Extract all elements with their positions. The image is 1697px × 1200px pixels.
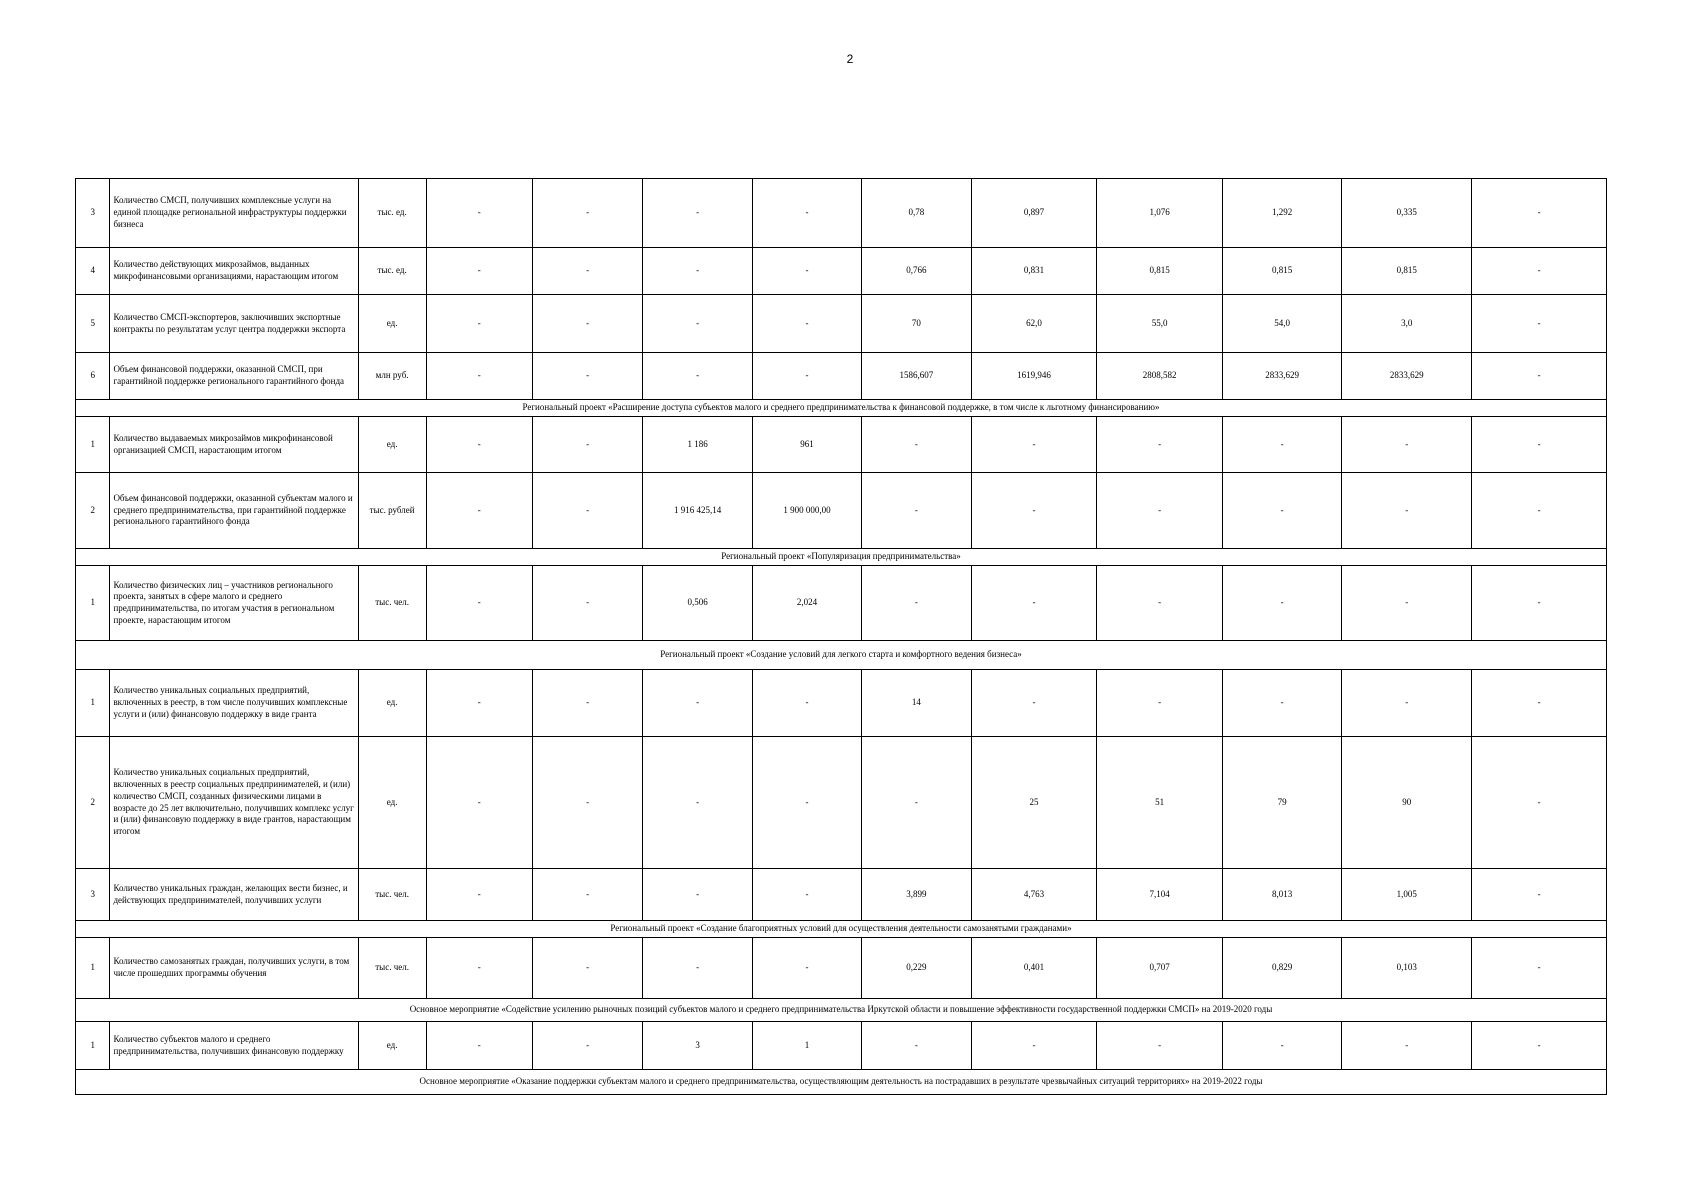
indicator-name: Количество уникальных граждан, желающих вести бизнес, и действующих предпринимателей, получивших услуги: [110, 869, 358, 921]
indicator-name: Количество уникальных социальных предприятий, включенных в реестр, в том числе получивших комплексные услуги и (или) финансовую поддержку в виде гранта: [110, 670, 358, 737]
value-cell: 7,104: [1097, 869, 1223, 921]
row-number: 1: [76, 417, 110, 473]
value-cell: -: [643, 353, 752, 400]
unit-cell: тыс. ед.: [358, 179, 426, 248]
value-cell: -: [1222, 566, 1342, 641]
value-cell: -: [971, 417, 1097, 473]
value-cell: -: [643, 869, 752, 921]
value-cell: -: [1472, 869, 1607, 921]
value-cell: 1: [752, 1022, 861, 1070]
value-cell: -: [532, 938, 642, 999]
value-cell: -: [532, 295, 642, 353]
value-cell: -: [971, 473, 1097, 549]
unit-cell: тыс. чел.: [358, 869, 426, 921]
indicator-name: Количество уникальных социальных предприятий, включенных в реестр социальных предпринимателей, и (или) количество СМСП, созданных физическими лицами в возрасте до 25 лет включительно, получивших комплекс услуг и (или) финансовую поддержку в виде грантов, нарастающим итогом: [110, 737, 358, 869]
value-cell: -: [1472, 353, 1607, 400]
value-cell: -: [426, 295, 532, 353]
value-cell: -: [532, 473, 642, 549]
row-number: 2: [76, 473, 110, 549]
value-cell: 0,707: [1097, 938, 1223, 999]
unit-cell: ед.: [358, 295, 426, 353]
unit-cell: ед.: [358, 1022, 426, 1070]
value-cell: -: [532, 417, 642, 473]
value-cell: -: [1097, 670, 1223, 737]
unit-cell: ед.: [358, 737, 426, 869]
value-cell: 0,401: [971, 938, 1097, 999]
value-cell: 0,506: [643, 566, 752, 641]
row-number: 3: [76, 869, 110, 921]
value-cell: -: [426, 737, 532, 869]
value-cell: -: [426, 566, 532, 641]
value-cell: -: [752, 248, 861, 295]
value-cell: -: [1222, 473, 1342, 549]
section-title: Региональный проект «Расширение доступа субъектов малого и среднего предпринимательства к финансовой поддержке, в том числе к льготному финансированию»: [76, 400, 1607, 417]
value-cell: -: [1222, 670, 1342, 737]
row-number: 1: [76, 1022, 110, 1070]
value-cell: -: [1472, 737, 1607, 869]
value-cell: -: [752, 179, 861, 248]
value-cell: 14: [862, 670, 971, 737]
value-cell: 62,0: [971, 295, 1097, 353]
value-cell: -: [752, 737, 861, 869]
value-cell: -: [1472, 417, 1607, 473]
unit-cell: тыс. ед.: [358, 248, 426, 295]
value-cell: 4,763: [971, 869, 1097, 921]
indicator-name: Количество самозанятых граждан, получивших услуги, в том числе прошедших программы обучения: [110, 938, 358, 999]
value-cell: -: [426, 1022, 532, 1070]
table-row: [76, 1022, 1607, 1070]
value-cell: -: [1472, 179, 1607, 248]
value-cell: -: [532, 179, 642, 248]
unit-cell: млн руб.: [358, 353, 426, 400]
value-cell: -: [1342, 417, 1472, 473]
row-number: 1: [76, 938, 110, 999]
value-cell: 961: [752, 417, 861, 473]
row-number: 1: [76, 566, 110, 641]
value-cell: -: [1472, 1022, 1607, 1070]
value-cell: 0,829: [1222, 938, 1342, 999]
table-row: [76, 295, 1607, 353]
value-cell: -: [1472, 473, 1607, 549]
section-row: [76, 641, 1607, 670]
value-cell: -: [532, 353, 642, 400]
section-row: [76, 1070, 1607, 1095]
value-cell: 0,815: [1097, 248, 1223, 295]
row-number: 6: [76, 353, 110, 400]
row-number: 2: [76, 737, 110, 869]
value-cell: -: [862, 473, 971, 549]
table-row: [76, 869, 1607, 921]
row-number: 3: [76, 179, 110, 248]
value-cell: -: [426, 670, 532, 737]
value-cell: 1,076: [1097, 179, 1223, 248]
value-cell: 0,815: [1342, 248, 1472, 295]
value-cell: 90: [1342, 737, 1472, 869]
value-cell: -: [862, 566, 971, 641]
value-cell: 1586,607: [862, 353, 971, 400]
value-cell: -: [971, 1022, 1097, 1070]
section-title: Региональный проект «Создание условий для легкого старта и комфортного ведения бизнеса»: [76, 641, 1607, 670]
value-cell: -: [426, 353, 532, 400]
row-number: 1: [76, 670, 110, 737]
value-cell: -: [752, 869, 861, 921]
unit-cell: ед.: [358, 670, 426, 737]
value-cell: 0,103: [1342, 938, 1472, 999]
value-cell: -: [532, 1022, 642, 1070]
value-cell: 1619,946: [971, 353, 1097, 400]
value-cell: -: [532, 737, 642, 869]
section-title: Региональный проект «Популяризация предпринимательства»: [76, 549, 1607, 566]
indicators-table: [75, 178, 1607, 1095]
section-title: Основное мероприятие «Содействие усилению рыночных позиций субъектов малого и среднего предпринимательства Иркутской области и повышение эффективности государственной поддержки СМСП» на 2019-2020 годы: [76, 999, 1607, 1022]
page-number: 2: [846, 52, 854, 66]
value-cell: -: [1097, 566, 1223, 641]
value-cell: 3,0: [1342, 295, 1472, 353]
value-cell: 25: [971, 737, 1097, 869]
value-cell: -: [426, 248, 532, 295]
indicator-name: Количество действующих микрозаймов, выданных микрофинансовыми организациями, нарастающим итогом: [110, 248, 358, 295]
table-row: [76, 473, 1607, 549]
value-cell: -: [426, 417, 532, 473]
value-cell: -: [1097, 417, 1223, 473]
table-row: [76, 353, 1607, 400]
value-cell: -: [426, 179, 532, 248]
value-cell: -: [532, 670, 642, 737]
row-number: 4: [76, 248, 110, 295]
value-cell: -: [971, 566, 1097, 641]
value-cell: 0,78: [862, 179, 971, 248]
value-cell: 54,0: [1222, 295, 1342, 353]
value-cell: -: [643, 670, 752, 737]
value-cell: -: [752, 353, 861, 400]
section-title: Региональный проект «Создание благоприятных условий для осуществления деятельности самозанятыми гражданами»: [76, 921, 1607, 938]
value-cell: -: [1342, 473, 1472, 549]
value-cell: 2808,582: [1097, 353, 1223, 400]
value-cell: 79: [1222, 737, 1342, 869]
value-cell: 0,815: [1222, 248, 1342, 295]
table-row: [76, 737, 1607, 869]
table-row: [76, 566, 1607, 641]
value-cell: -: [1342, 566, 1472, 641]
unit-cell: ед.: [358, 417, 426, 473]
value-cell: -: [1472, 938, 1607, 999]
value-cell: -: [862, 737, 971, 869]
value-cell: 2833,629: [1222, 353, 1342, 400]
value-cell: -: [862, 1022, 971, 1070]
unit-cell: тыс. чел.: [358, 938, 426, 999]
table-row: [76, 417, 1607, 473]
value-cell: -: [643, 737, 752, 869]
section-row: [76, 921, 1607, 938]
value-cell: -: [643, 179, 752, 248]
indicator-name: Количество физических лиц – участников регионального проекта, занятых в сфере малого и среднего предпринимательства, по итогам участия в региональном проекте, нарастающим итогом: [110, 566, 358, 641]
value-cell: -: [1342, 1022, 1472, 1070]
table-row: [76, 179, 1607, 248]
unit-cell: тыс. рублей: [358, 473, 426, 549]
value-cell: -: [1472, 248, 1607, 295]
table-row: [76, 670, 1607, 737]
value-cell: -: [643, 248, 752, 295]
value-cell: -: [426, 869, 532, 921]
indicator-name: Объем финансовой поддержки, оказанной СМСП, при гарантийной поддержке регионального гарантийного фонда: [110, 353, 358, 400]
value-cell: 0,766: [862, 248, 971, 295]
value-cell: -: [532, 869, 642, 921]
value-cell: -: [532, 248, 642, 295]
value-cell: 1 186: [643, 417, 752, 473]
value-cell: -: [1097, 473, 1223, 549]
value-cell: -: [862, 417, 971, 473]
value-cell: -: [752, 295, 861, 353]
value-cell: -: [643, 938, 752, 999]
value-cell: -: [971, 670, 1097, 737]
value-cell: -: [1222, 417, 1342, 473]
section-row: [76, 400, 1607, 417]
value-cell: -: [1472, 295, 1607, 353]
value-cell: 3,899: [862, 869, 971, 921]
unit-cell: тыс. чел.: [358, 566, 426, 641]
value-cell: -: [1472, 566, 1607, 641]
value-cell: 0,335: [1342, 179, 1472, 248]
value-cell: 2,024: [752, 566, 861, 641]
value-cell: -: [426, 473, 532, 549]
row-number: 5: [76, 295, 110, 353]
section-row: [76, 999, 1607, 1022]
table-row: [76, 938, 1607, 999]
section-title: Основное мероприятие «Оказание поддержки субъектам малого и среднего предпринимательства, осуществляющим деятельность на пострадавших в результате чрезвычайных ситуаций территориях» на 2019-2022 годы: [76, 1070, 1607, 1095]
value-cell: -: [1222, 1022, 1342, 1070]
value-cell: 1 900 000,00: [752, 473, 861, 549]
section-row: [76, 549, 1607, 566]
indicator-name: Количество СМСП-экспортеров, заключивших экспортные контракты по результатам услуг центра поддержки экспорта: [110, 295, 358, 353]
value-cell: -: [643, 295, 752, 353]
value-cell: 55,0: [1097, 295, 1223, 353]
value-cell: -: [426, 938, 532, 999]
value-cell: 51: [1097, 737, 1223, 869]
value-cell: 0,229: [862, 938, 971, 999]
value-cell: -: [752, 670, 861, 737]
value-cell: 0,897: [971, 179, 1097, 248]
value-cell: -: [1342, 670, 1472, 737]
value-cell: 2833,629: [1342, 353, 1472, 400]
value-cell: 0,831: [971, 248, 1097, 295]
value-cell: -: [1097, 1022, 1223, 1070]
indicator-name: Объем финансовой поддержки, оказанной субъектам малого и среднего предпринимательства, при гарантийной поддержке регионального гарантийного фонда: [110, 473, 358, 549]
value-cell: 1,292: [1222, 179, 1342, 248]
value-cell: 1 916 425,14: [643, 473, 752, 549]
value-cell: 3: [643, 1022, 752, 1070]
indicator-name: Количество субъектов малого и среднего предпринимательства, получивших финансовую поддержку: [110, 1022, 358, 1070]
value-cell: 8,013: [1222, 869, 1342, 921]
indicator-name: Количество СМСП, получивших комплексные услуги на единой площадке региональной инфраструктуры поддержки бизнеса: [110, 179, 358, 248]
indicator-name: Количество выдаваемых микрозаймов микрофинансовой организацией СМСП, нарастающим итогом: [110, 417, 358, 473]
value-cell: -: [752, 938, 861, 999]
value-cell: -: [532, 566, 642, 641]
value-cell: -: [1472, 670, 1607, 737]
value-cell: 1,005: [1342, 869, 1472, 921]
table-row: [76, 248, 1607, 295]
value-cell: 70: [862, 295, 971, 353]
